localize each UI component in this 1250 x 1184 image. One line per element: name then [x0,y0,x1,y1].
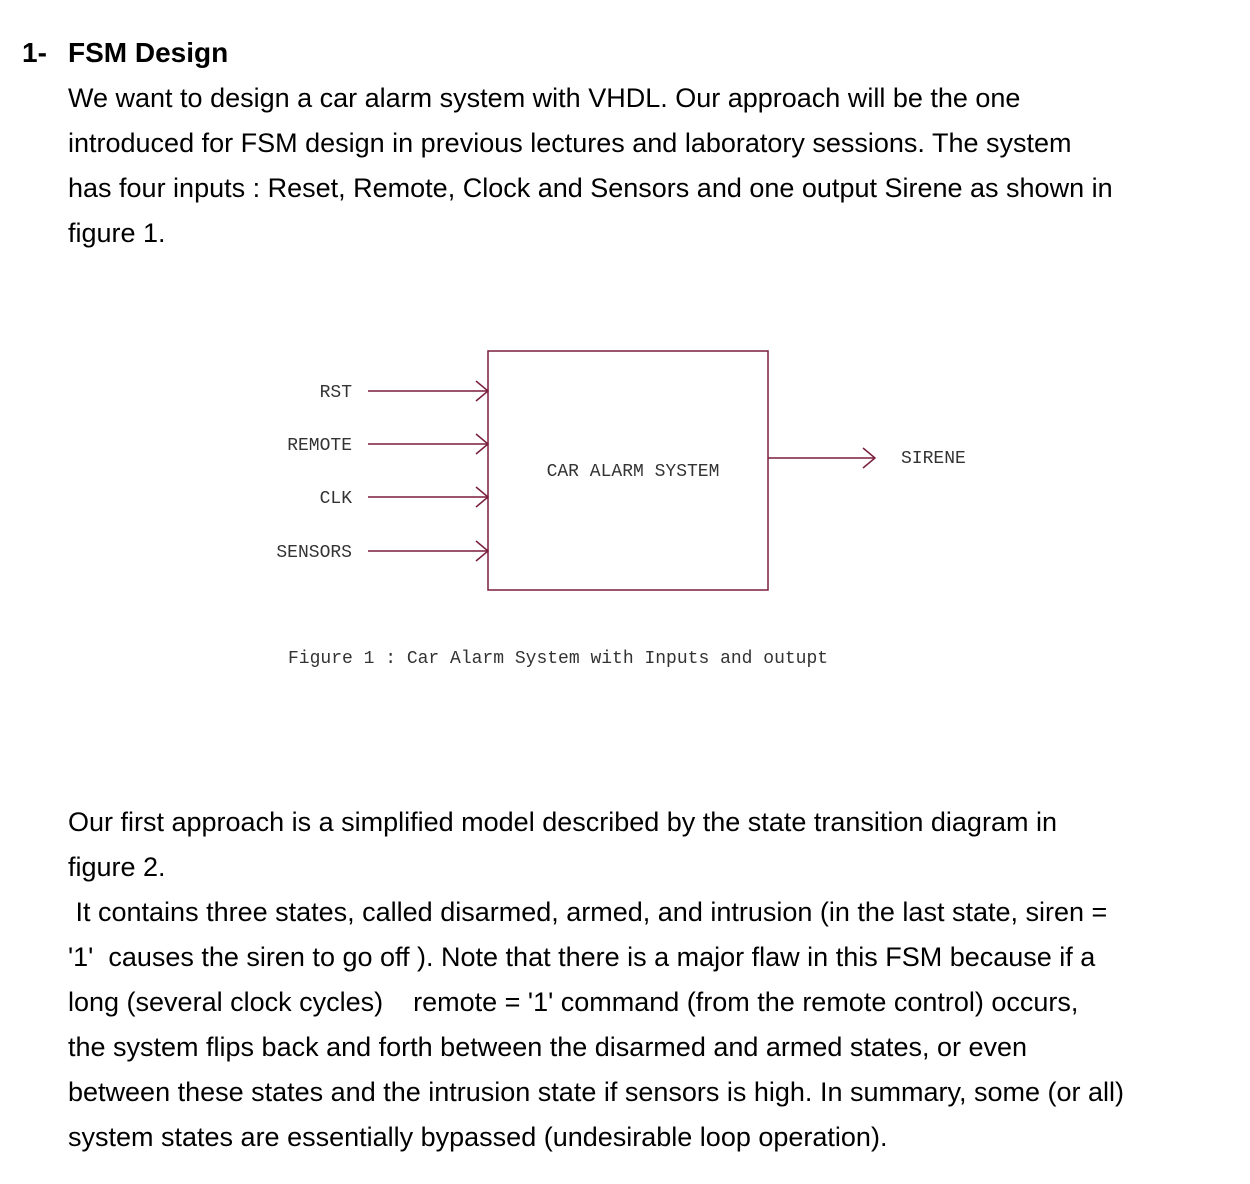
figure-caption: Figure 1 : Car Alarm System with Inputs and outupt [288,649,829,669]
input-label-clk: CLK [319,489,352,509]
intro-line: introduced for FSM design in previous lectures and laboratory sessions. The system [68,128,1072,158]
states-line: between these states and the intrusion state if sensors is high. In summary, some (or all) [68,1077,1124,1107]
input-arrow-clk [368,487,488,507]
approach-paragraph [68,800,1228,890]
intro-line: We want to design a car alarm system with VHDL. Our approach will be the one [68,83,1021,113]
states-line: system states are essentially bypassed (undesirable loop operation). [68,1122,888,1152]
input-arrow-remote [368,434,488,454]
output-label-sirene: SIRENE [901,449,966,469]
output-arrow-sirene [768,448,875,468]
states-line: the system flips back and forth between the disarmed and armed states, or even [68,1032,1028,1062]
block-label: CAR ALARM SYSTEM [546,462,720,482]
states-line: It contains three states, called disarmed, armed, and intrusion (in the last state, siren = [68,897,1108,927]
input-arrow-sensors [368,541,488,561]
states-line: long (several clock cycles) remote = '1' command (from the remote control) occurs, [68,987,1079,1017]
input-arrow-rst [368,381,488,401]
input-label-remote: REMOTE [287,436,352,456]
states-line: '1' causes the siren to go off ). Note that there is a major flaw in this FSM because if a [68,942,1096,972]
input-label-sensors: SENSORS [276,543,352,563]
approach-line: Our first approach is a simplified model described by the state transition diagram in [68,807,1057,837]
intro-line: has four inputs : Reset, Remote, Clock and Sensors and one output Sirene as shown in [68,173,1113,203]
states-paragraph [68,890,1238,1160]
input-label-rst: RST [319,383,352,403]
intro-line: figure 1. [68,218,166,248]
section-title: FSM Design [68,37,229,68]
approach-line: figure 2. [68,852,166,882]
section-number: 1- [22,37,47,68]
